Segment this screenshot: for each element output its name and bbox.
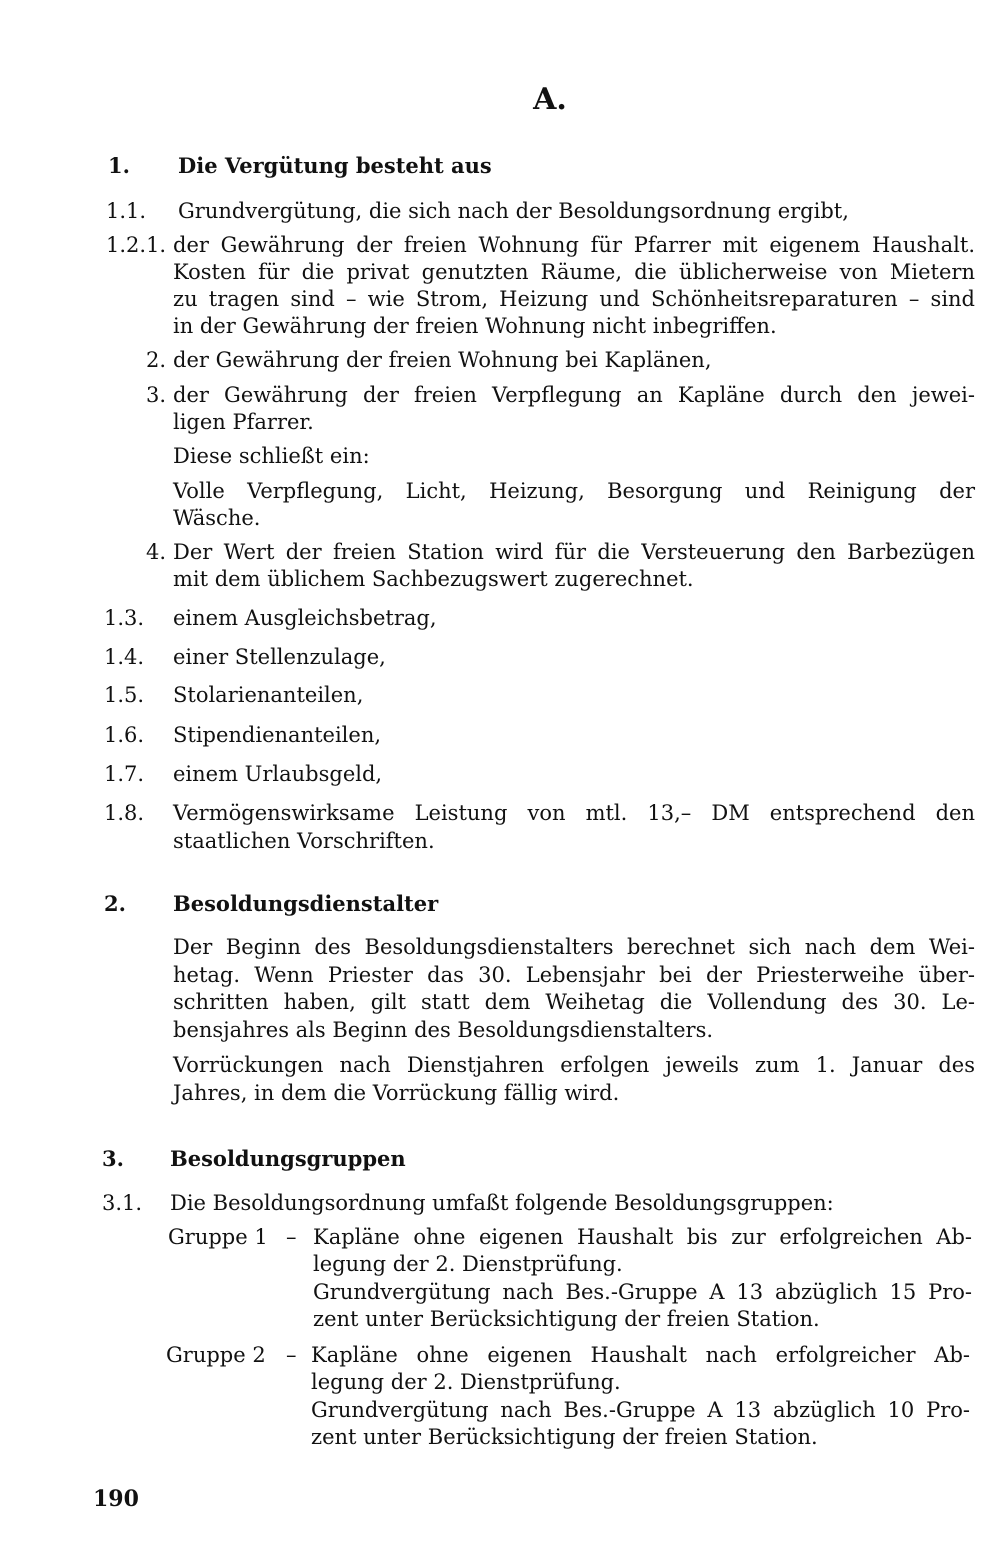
- item-text-line: in der Gewährung der freien Wohnung nicht inbegriffen.: [173, 314, 777, 338]
- item-text-line: Wäsche.: [173, 506, 261, 530]
- item-number: 2.: [146, 348, 167, 372]
- item-text: einem Ausgleichsbetrag,: [173, 606, 437, 630]
- section-2-title: Besoldungsdienstalter: [173, 891, 439, 916]
- group-text-line: Grundvergütung nach Bes.-Gruppe A 13 abzüglich 15 Pro-: [313, 1280, 972, 1304]
- paragraph-line: Jahres, in dem die Vorrückung fällig wird.: [173, 1081, 620, 1105]
- group-text-line: Grundvergütung nach Bes.-Gruppe A 13 abzüglich 10 Pro-: [311, 1398, 970, 1422]
- item-text-line: Volle Verpflegung, Licht, Heizung, Besorgung und Reinigung der: [173, 479, 975, 503]
- section-1-number: 1.: [108, 153, 130, 178]
- item-text: Stipendienanteilen,: [173, 723, 382, 747]
- item-text-line: Kosten für die privat genutzten Räume, die üblicherweise von Mietern: [173, 260, 975, 284]
- group-text-line: Kapläne ohne eigenen Haushalt nach erfolgreicher Ab-: [311, 1343, 970, 1367]
- section-letter: A.: [533, 82, 567, 117]
- group-text-line: legung der 2. Dienstprüfung.: [313, 1252, 623, 1276]
- item-number: 3.1.: [102, 1191, 143, 1215]
- section-3-title: Besoldungsgruppen: [170, 1146, 406, 1171]
- item-text-line: der Gewährung der freien Verpflegung an Kapläne durch den jewei-: [173, 383, 975, 407]
- paragraph-line: hetag. Wenn Priester das 30. Lebensjahr bei der Priesterweihe über-: [173, 963, 975, 987]
- item-text: Diese schließt ein:: [173, 444, 370, 468]
- item-number: 1.6.: [104, 723, 145, 747]
- item-text-line: staatlichen Vorschriften.: [173, 829, 435, 853]
- item-text: Die Besoldungsordnung umfaßt folgende Besoldungsgruppen:: [170, 1191, 834, 1215]
- item-text-line: ligen Pfarrer.: [173, 410, 314, 434]
- page-number: 190: [93, 1486, 139, 1512]
- item-number: 1.2.1.: [106, 233, 167, 257]
- item-number: 4.: [146, 540, 167, 564]
- item-number: 1.1.: [106, 199, 147, 223]
- item-number: 1.5.: [104, 683, 145, 707]
- group-text-line: Kapläne ohne eigenen Haushalt bis zur erfolgreichen Ab-: [313, 1225, 972, 1249]
- paragraph-line: Der Beginn des Besoldungsdienstalters berechnet sich nach dem Wei-: [173, 935, 975, 959]
- item-text: Grundvergütung, die sich nach der Besoldungsordnung ergibt,: [178, 199, 849, 223]
- group-text-line: zent unter Berücksichtigung der freien Station.: [311, 1425, 818, 1449]
- item-number: 1.3.: [104, 606, 145, 630]
- item-text: Stolarienanteilen,: [173, 683, 364, 707]
- paragraph-line: Vorrückungen nach Dienstjahren erfolgen jeweils zum 1. Januar des: [173, 1053, 975, 1077]
- group-text-line: zent unter Berücksichtigung der freien Station.: [313, 1307, 820, 1331]
- group-text-line: legung der 2. Dienstprüfung.: [311, 1370, 621, 1394]
- item-text: der Gewährung der freien Wohnung bei Kaplänen,: [173, 348, 712, 372]
- group-dash: –: [286, 1343, 297, 1367]
- item-number: 1.7.: [104, 762, 145, 786]
- item-text-line: der Gewährung der freien Wohnung für Pfarrer mit eigenem Haushalt.: [173, 233, 975, 257]
- item-text-line: Vermögenswirksame Leistung von mtl. 13,– DM entsprechend den: [173, 801, 975, 825]
- item-number: 1.8.: [104, 801, 145, 825]
- group-dash: –: [286, 1225, 297, 1249]
- item-number: 1.4.: [104, 645, 145, 669]
- group-label: Gruppe 2: [166, 1343, 266, 1367]
- item-text: einer Stellenzulage,: [173, 645, 386, 669]
- item-text-line: mit dem üblichem Sachbezugswert zugerechnet.: [173, 567, 694, 591]
- section-2-number: 2.: [104, 891, 126, 916]
- item-text: einem Urlaubsgeld,: [173, 762, 383, 786]
- item-number: 3.: [146, 383, 167, 407]
- section-3-number: 3.: [102, 1146, 124, 1171]
- paragraph-line: bensjahres als Beginn des Besoldungsdienstalters.: [173, 1018, 714, 1042]
- paragraph-line: schritten haben, gilt statt dem Weihetag die Vollendung des 30. Le-: [173, 990, 975, 1014]
- group-label: Gruppe 1: [168, 1225, 268, 1249]
- item-text-line: Der Wert der freien Station wird für die Versteuerung den Barbezügen: [173, 540, 975, 564]
- section-1-title: Die Vergütung besteht aus: [178, 153, 492, 178]
- item-text-line: zu tragen sind – wie Strom, Heizung und Schönheitsreparaturen – sind: [173, 287, 975, 311]
